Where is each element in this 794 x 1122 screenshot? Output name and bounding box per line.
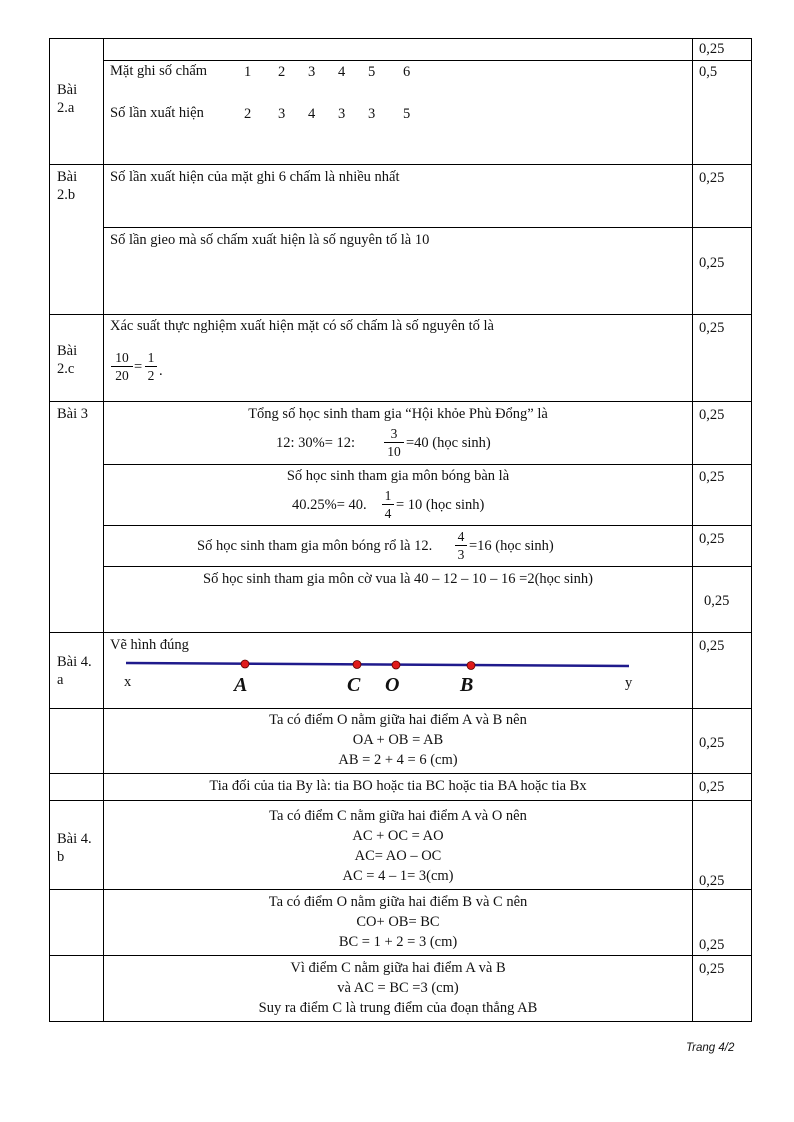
freq-row1-value: 3 (308, 64, 316, 80)
label-bai-2b: Bài 2.b (57, 169, 78, 203)
fraction (455, 529, 467, 562)
label-bai-4a: Bài 4. a (57, 654, 92, 688)
score: 0,25 (699, 531, 725, 547)
label-y: y (625, 675, 633, 691)
fraction (145, 350, 157, 383)
score: 0,25 (699, 407, 725, 423)
answer-text: Tia đối của tia By là: tia BO hoặc tia BC hoặc tia BA hoặc tia Bx (209, 778, 587, 794)
score: 0,25 (699, 961, 725, 977)
freq-row2-value: 4 (308, 106, 316, 122)
answer-text: =16 (học sinh) (469, 538, 554, 554)
score: 0,25 (699, 255, 725, 271)
answer-text: Số lần xuất hiện của mặt ghi 6 chấm là nhiều nhất (110, 169, 400, 185)
fraction-denominator: 4 (384, 506, 392, 521)
point-label: C (347, 674, 361, 696)
fraction-numerator: 10 (115, 350, 129, 365)
freq-row2-value: 5 (403, 106, 411, 122)
point-label: A (234, 674, 248, 696)
freq-row2-value: 3 (278, 106, 286, 122)
score: 0,25 (704, 593, 730, 609)
fraction-denominator: 20 (115, 368, 129, 383)
fraction (384, 426, 404, 459)
fraction-denominator: 3 (457, 547, 465, 562)
score: 0,25 (699, 469, 725, 485)
answer-text: AC + OC = AO (352, 828, 444, 844)
label-bai-2a: Bài 2.a (57, 82, 78, 116)
answer-text: Số học sinh tham gia môn bóng rổ là 12. (197, 538, 433, 554)
answer-text: Ta có điểm C nằm giữa hai điểm A và O nên (269, 808, 527, 824)
score: 0,25 (699, 937, 725, 953)
fraction-denominator: 2 (147, 368, 155, 383)
freq-row1-value: 4 (338, 64, 346, 80)
answer-text: Số học sinh tham gia môn bóng bàn là (286, 468, 510, 484)
label-bai-4b: Bài 4. b (57, 831, 92, 865)
freq-row2-value: 2 (244, 106, 252, 122)
score: 0,5 (699, 64, 718, 80)
period: . (159, 363, 163, 379)
freq-row1-value: 5 (368, 64, 376, 80)
fraction (111, 350, 133, 383)
score: 0,25 (699, 638, 725, 654)
fraction-numerator: 4 (457, 529, 465, 544)
score-top: 0,25 (699, 41, 725, 57)
label-bai-2c: Bài 2.c (57, 343, 78, 377)
freq-row2-label: Số lần xuất hiện (110, 105, 204, 121)
answer-text: Số học sinh tham gia môn cờ vua là 40 – 12 – 10 – 16 =2(học sinh) (203, 571, 593, 587)
label-bai-3: Bài 3 (57, 406, 89, 422)
answer-text: Ta có điểm O nằm giữa hai điểm B và C nên (268, 894, 528, 910)
answer-text: Số lần gieo mà số chấm xuất hiện là số nguyên tố là 10 (110, 232, 430, 248)
score: 0,25 (699, 873, 725, 889)
label-x: x (124, 674, 132, 690)
fraction-numerator: 1 (147, 350, 155, 365)
fraction-numerator: 3 (390, 426, 398, 441)
freq-row1-value: 6 (403, 64, 411, 80)
answer-text: và AC = BC =3 (cm) (337, 980, 459, 996)
equals-sign: = (134, 359, 143, 375)
score: 0,25 (699, 320, 725, 336)
answer-text: Ta có điểm O nằm giữa hai điểm A và B nên (269, 712, 527, 728)
answer-text: AC = 4 – 1= 3(cm) (342, 868, 454, 884)
freq-row1-value: 2 (278, 64, 286, 80)
score: 0,25 (699, 735, 725, 751)
answer-text: 40.25%= 40. (292, 497, 367, 513)
answer-text: OA + OB = AB (352, 732, 444, 748)
point-a-dot (241, 660, 249, 668)
score: 0,25 (699, 170, 725, 186)
fraction-denominator: 10 (387, 444, 401, 459)
answer-text: Tổng số học sinh tham gia “Hội khỏe Phù Đổng” là (248, 406, 548, 422)
answer-text: 12: 30%= 12: (276, 435, 356, 451)
point-label: B (460, 674, 474, 696)
answer-text: AB = 2 + 4 = 6 (cm) (338, 752, 458, 768)
freq-row1-label: Mặt ghi số chấm (110, 63, 208, 79)
answer-text: =40 (học sinh) (406, 435, 491, 451)
answer-text: Vẽ hình đúng (110, 637, 189, 653)
fraction-numerator: 1 (384, 488, 392, 503)
answer-text: Vì điểm C nằm giữa hai điểm A và B (290, 960, 506, 976)
answer-text: BC = 1 + 2 = 3 (cm) (338, 934, 458, 950)
point-c-dot (353, 661, 361, 669)
answer-text: = 10 (học sinh) (396, 497, 485, 513)
geometry-figure (110, 650, 650, 700)
point-label: O (385, 674, 400, 696)
point-b-dot (467, 662, 475, 670)
answer-text: Suy ra điểm C là trung điểm của đoạn thẳng AB (258, 1000, 538, 1016)
point-o-dot (392, 661, 400, 669)
score: 0,25 (699, 779, 725, 795)
freq-row2-value: 3 (368, 106, 376, 122)
freq-row1-value: 1 (244, 64, 252, 80)
answer-text: AC= AO – OC (354, 848, 442, 864)
answer-text: Xác suất thực nghiệm xuất hiện mặt có số chấm là số nguyên tố là (110, 318, 494, 334)
answer-text: CO+ OB= BC (356, 914, 440, 930)
fraction (382, 488, 394, 521)
page-number: Trang 4/2 (686, 1042, 735, 1054)
freq-row2-value: 3 (338, 106, 346, 122)
line-xy (126, 663, 629, 666)
